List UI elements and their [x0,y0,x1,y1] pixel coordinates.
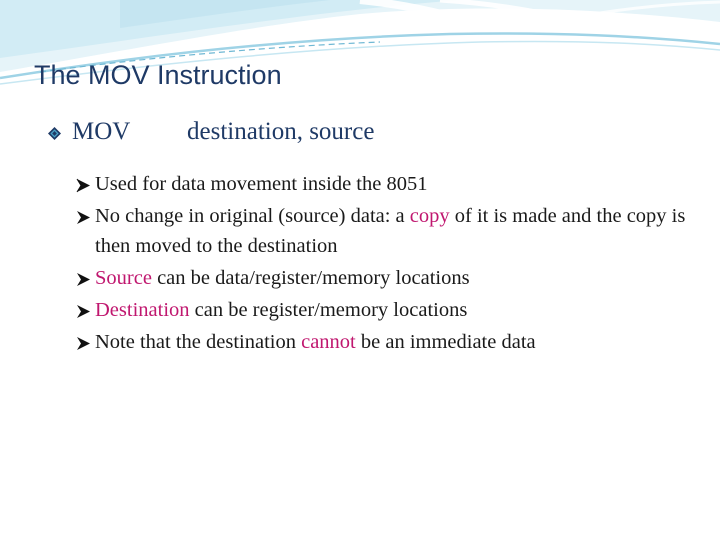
sub-bullet-item [76,264,696,294]
highlight-source: Source [95,266,152,289]
sub-bullet-text: can be data/register/memory locations [151,266,470,289]
sub-bullet-text: Used for data movement inside the 8051 [95,173,428,195]
sub-bullet-text: can be register/memory locations [189,298,468,321]
sub-bullet-item [76,296,696,326]
arrowhead-bullet-icon [76,272,91,287]
highlight-copy: copy [409,205,450,227]
highlight-cannot: cannot [301,330,356,353]
arrowhead-bullet-icon [76,178,91,193]
instruction-keyword: MOV [72,118,131,145]
arrowhead-bullet-icon [76,210,91,225]
instruction-operands: destination, source [187,118,375,145]
sub-bullet-text: No change in original (source) data: a [95,205,410,227]
highlight-destination: Destination [95,298,190,321]
sub-bullet-text: of it is made and the copy is then moved to the destination [95,205,686,257]
arrowhead-bullet-icon [76,304,91,319]
sub-bullet-text: Note that the destination [95,330,302,353]
arrowhead-bullet-icon [76,336,91,351]
sub-bullet-item [76,328,696,358]
diamond-bullet-icon [48,127,61,140]
sub-bullet-item [76,202,696,261]
sub-bullet-item [76,170,696,200]
slide-title: The MOV Instruction [34,60,282,90]
sub-bullet-list [76,170,696,360]
sub-bullet-text: be an immediate data [355,330,536,353]
